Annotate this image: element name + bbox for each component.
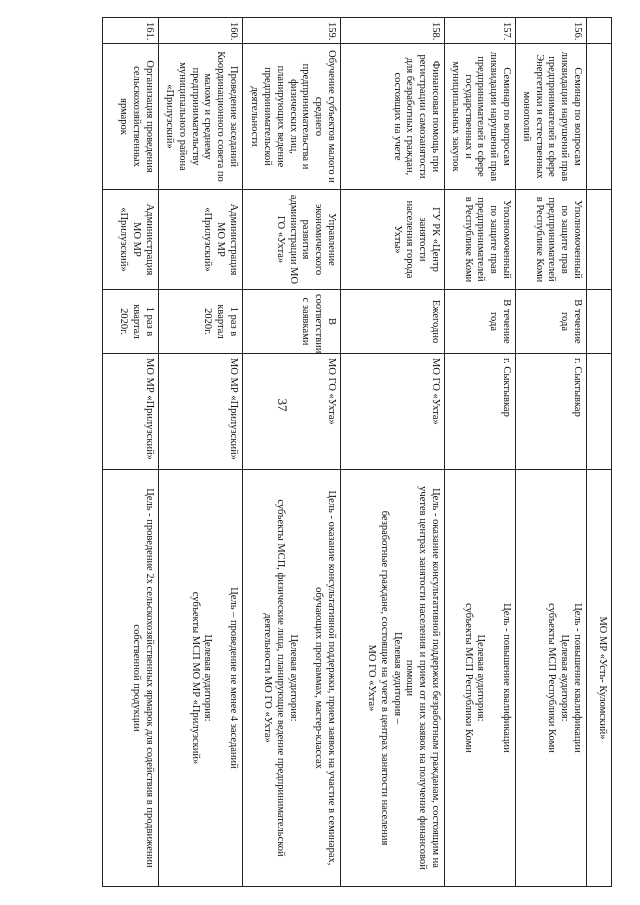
period: 1 раз в квартал 2020г. [103, 290, 159, 354]
goal-line: Цель - оказание консультативной поддержки, прием заявок на участие в семинарах, обучающих программах, мастер-классах [313, 490, 338, 866]
page-number: 37 [275, 398, 290, 412]
goal-description [103, 470, 159, 887]
table-body [103, 18, 587, 887]
goal-line: Цель - проведение 2х сельскохозяйственных ярмарок для содействия в продвижении собственной продукции [131, 488, 156, 868]
goal-line: субъекты МСП Республики Коми [462, 603, 474, 753]
goal-line: субъекты МСП, физические лица, планирующие ведение предпринимательской деятельности МО ГО «Ухта» [262, 499, 286, 857]
table-row [103, 18, 159, 887]
period: 1 раз в квартал 2020г. [159, 290, 243, 354]
goal-description [341, 470, 445, 887]
row-number: 156. [516, 18, 587, 44]
place: МО МР «Прилузский» [159, 354, 243, 470]
goal-description [243, 470, 341, 887]
row-number: 160. [159, 18, 243, 44]
goal-line: субъекты МСП Республики Коми [546, 603, 558, 753]
goal-line: Целевая аудитория: [559, 634, 571, 722]
organizer: Уполномоченный по защите прав предпринимателей в Республике Коми [445, 190, 516, 290]
goal-line [213, 474, 226, 882]
event-name: Проведение заседаний Координационного совета по малому и среднему предпринимательству муниципального района «Прилузский» [159, 44, 243, 190]
event-name: Организация проведения сельскохозяйственных ярмарок [103, 44, 159, 190]
organizer: Управление экономического развития администрации МО ГО «Ухта» [243, 190, 341, 290]
goal-line: МО ГО «Ухта» [366, 644, 378, 712]
table-row [516, 18, 587, 887]
goal-description [445, 470, 516, 887]
organizer: Уполномоченный по защите прав предпринимателей в Республике Коми [516, 190, 587, 290]
place: г. Сыктывкар [516, 354, 587, 470]
table-row [243, 18, 341, 887]
goal-line: Целевая аудитория: [475, 634, 487, 722]
events-table [102, 17, 612, 887]
goal-line: Цель - повышение квалификации [572, 603, 583, 753]
period: Ежегодно [341, 290, 445, 354]
goal-line: Целевая аудитория – [391, 631, 403, 725]
table-row [445, 18, 516, 887]
goal-line: Целевая аудитория: [287, 634, 299, 722]
organizer: Администрация МО МР «Прилузский» [159, 190, 243, 290]
goal-line: Цель - оказание консультативной поддержки безработным гражданам, состоящим на учетев центрах занятости населения и прием от них заявок на получение финансовой помощи [404, 486, 442, 870]
period: В течение года [516, 290, 587, 354]
goal-line [299, 474, 312, 882]
goal-line: Целевая аудитория: [202, 634, 214, 722]
row-number: 158. [341, 18, 445, 44]
place: г. Сыктывкар [445, 354, 516, 470]
period: В течение года [445, 290, 516, 354]
event-name: Финансовая помощь при регистрации самозанятости для безработных граждан, состоящих на учете [341, 44, 445, 190]
section-header: МО МР «Усть- Куломский» [587, 470, 612, 887]
period: В соответствии с заявками [243, 290, 341, 354]
event-name: Обучение субъектов малого и среднего предпринимательства и физических лиц, планирующих ведение предпринимательской деятельности [243, 44, 341, 190]
goal-description [159, 470, 243, 887]
row-number: 161. [103, 18, 159, 44]
event-name: Семинар по вопросам ликвидации нарушений прав предпринимателей в сфере Энергетики и естественных монополий [516, 44, 587, 190]
row-number: 157. [445, 18, 516, 44]
organizer: ГУ РК «Центр занятости населения города Ухты» [341, 190, 445, 290]
goal-line: безработные граждане, состоящие на учете в центрах занятости населения [378, 510, 390, 846]
place: МО МР «Прилузский» [103, 354, 159, 470]
goal-line: Цель - повышение квалификации [501, 603, 513, 753]
section-header-row [587, 18, 612, 887]
place: МО ГО «Ухта» [243, 354, 341, 470]
goal-description [516, 470, 587, 887]
organizer: Администрация МО МР «Прилузский» [103, 190, 159, 290]
event-name: Семинар по вопросам ликвидации нарушений прав предпринимателей в сфере государственных и муниципальных закупок [445, 44, 516, 190]
table-row [159, 18, 243, 887]
rotated-table-container [112, 17, 612, 887]
goal-line [486, 474, 499, 882]
goal-line: субъекты МСП МО МР «Прилузский» [189, 591, 201, 765]
table-row [341, 18, 445, 887]
goal-line: Цель – проведение не менее 4 заседаний [228, 587, 240, 769]
place: МО ГО «Ухта» [341, 354, 445, 470]
row-number: 159. [243, 18, 341, 44]
